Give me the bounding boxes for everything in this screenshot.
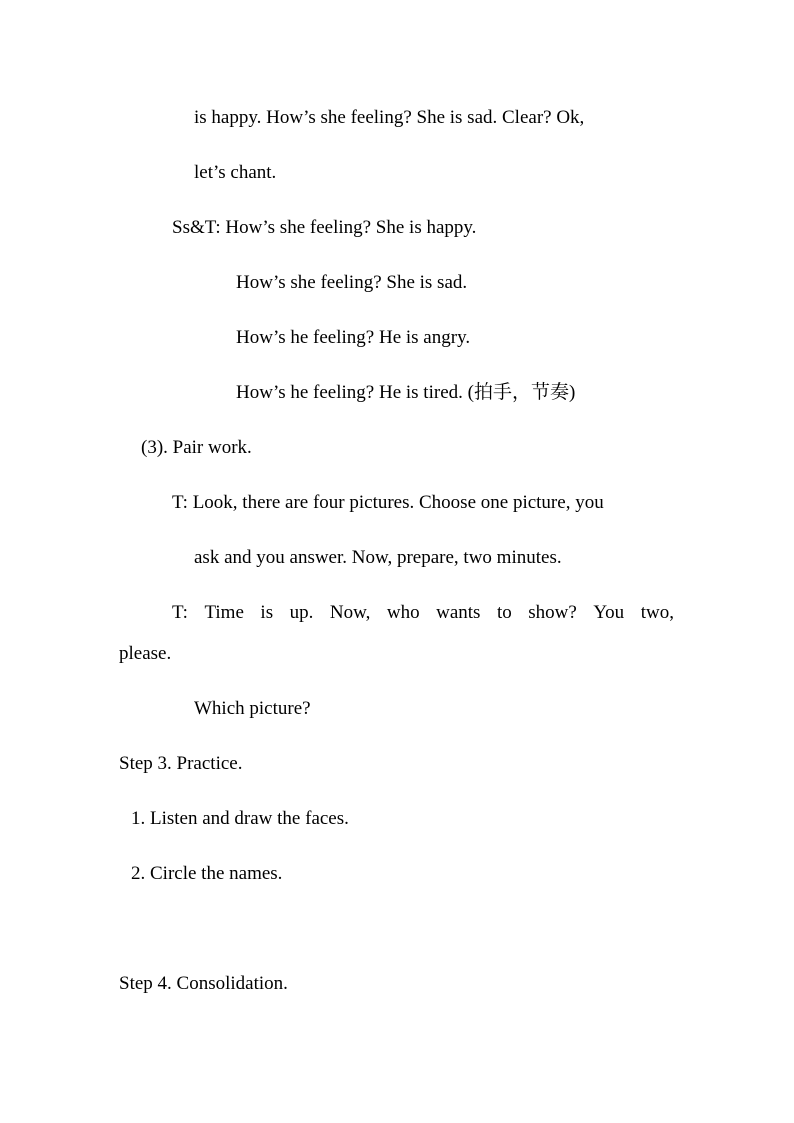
text-line-9: ask and you answer. Now, prepare, two minutes. xyxy=(194,547,562,568)
word: is xyxy=(260,602,274,623)
text-line-5: How’s he feeling? He is angry. xyxy=(236,327,471,348)
text-line-4: How’s she feeling? She is sad. xyxy=(236,272,468,293)
word: T: xyxy=(172,602,188,623)
text-line-6: How’s he feeling? He is tired. (拍手，节奏) xyxy=(236,382,576,403)
word: two, xyxy=(640,602,674,623)
text-line-15: 2. Circle the names. xyxy=(131,863,283,884)
word: Time xyxy=(204,602,244,623)
word: to xyxy=(496,602,512,623)
word: Now, xyxy=(329,602,371,623)
text-line-7: (3). Pair work. xyxy=(141,437,252,458)
text-line-10 xyxy=(172,601,674,625)
text-line-3: Ss&T: How’s she feeling? She is happy. xyxy=(172,217,477,238)
word: who xyxy=(386,602,420,623)
word: show? xyxy=(528,602,577,623)
text-line-2: let’s chant. xyxy=(194,162,277,183)
text-line-11: please. xyxy=(119,643,172,664)
word: You xyxy=(593,602,625,623)
word: up. xyxy=(289,602,314,623)
text-line-14: 1. Listen and draw the faces. xyxy=(131,808,349,829)
step-3-heading: Step 3. Practice. xyxy=(119,753,243,774)
word: wants xyxy=(436,602,481,623)
text-line-1: is happy. How’s she feeling? She is sad. Clear? Ok, xyxy=(194,107,585,128)
step-4-heading: Step 4. Consolidation. xyxy=(119,973,288,994)
text-line-12: Which picture? xyxy=(194,698,311,719)
text-line-8: T: Look, there are four pictures. Choose one picture, you xyxy=(172,492,604,513)
